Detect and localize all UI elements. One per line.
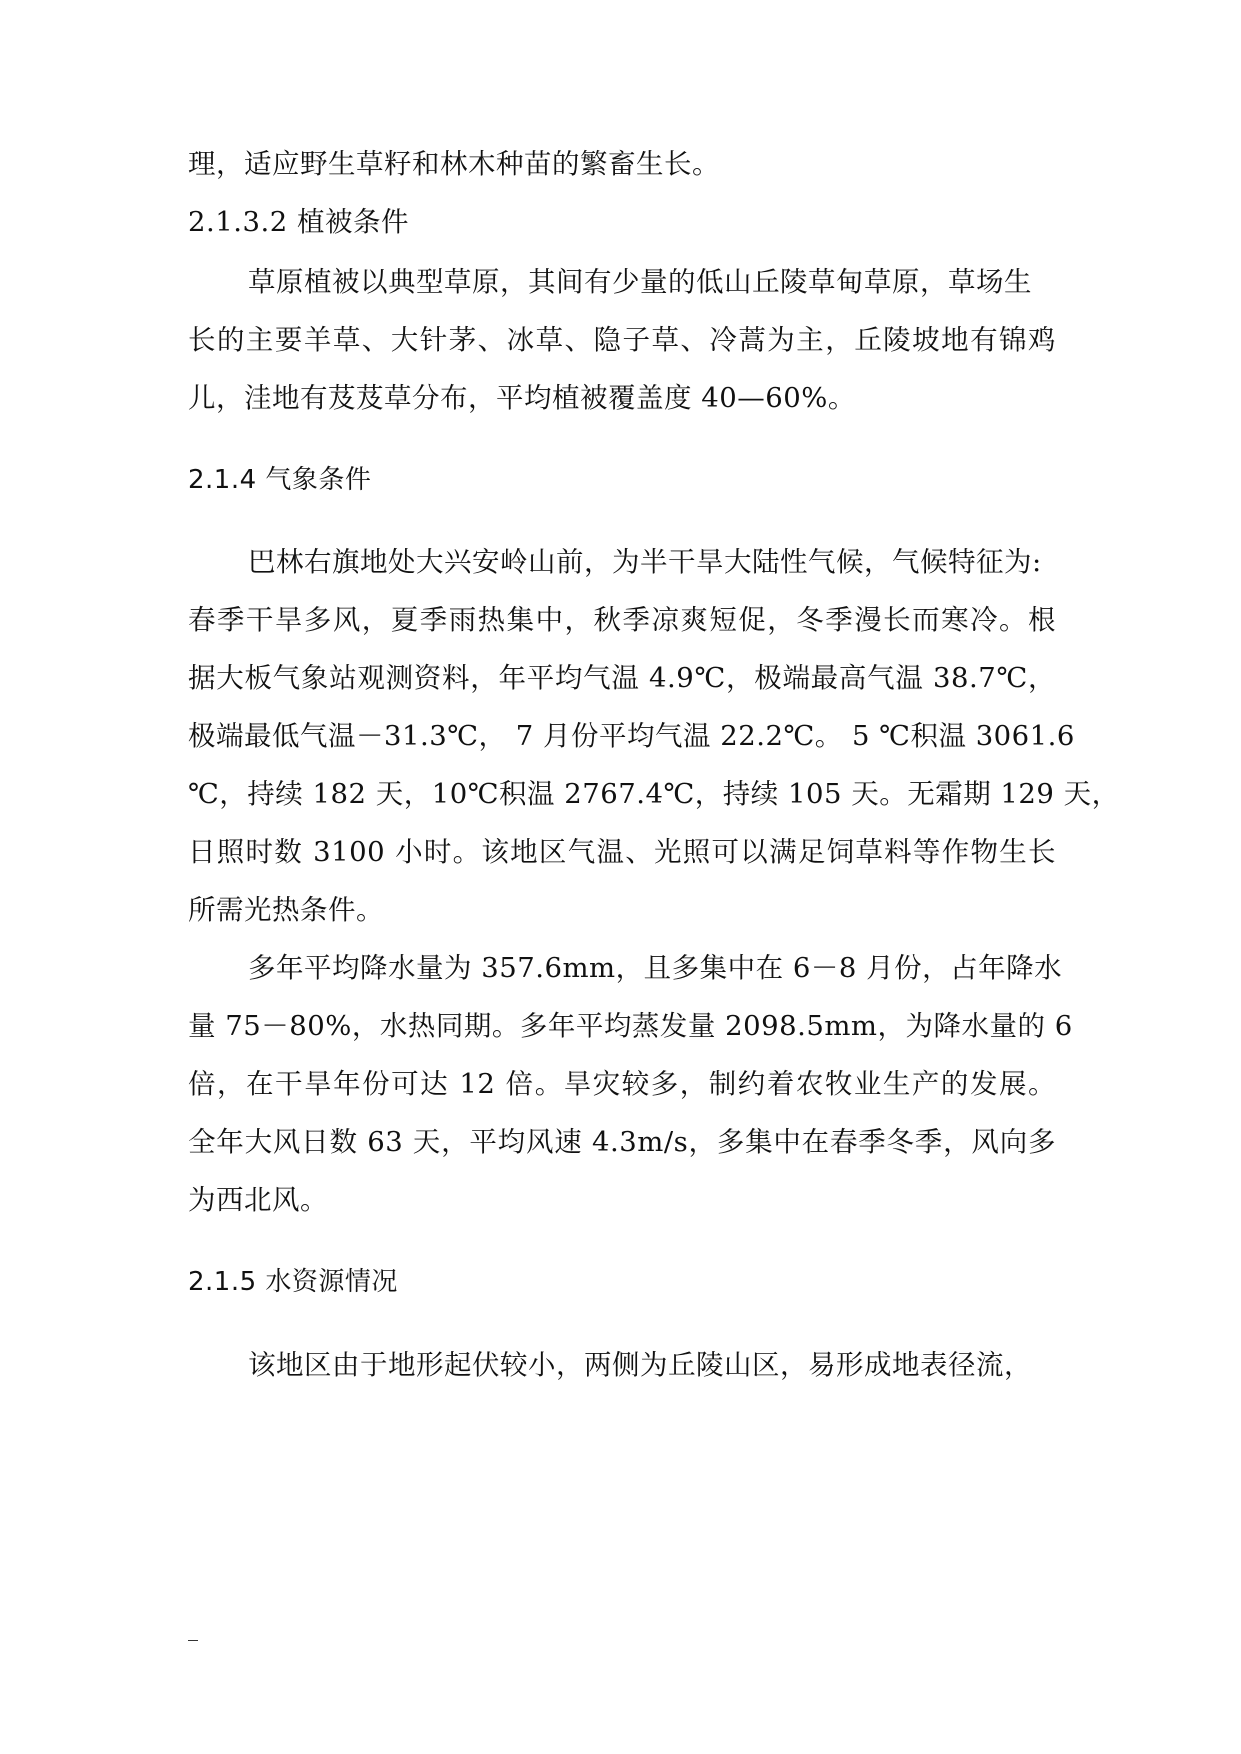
paragraph-line: 多年平均降水量为 357.6mm，且多集中在 6－8 月份，占年降水 (248, 952, 1063, 984)
paragraph-line: 长的主要羊草、大针茅、冰草、隐子草、冷蒿为主，丘陵坡地有锦鸡 (188, 324, 1056, 356)
paragraph-line: 儿，洼地有芨芨草分布，平均植被覆盖度 40—60%。 (188, 382, 856, 414)
paragraph-line: 量 75－80%，水热同期。多年平均蒸发量 2098.5mm，为降水量的 6 (188, 1010, 1073, 1042)
footer-mark (188, 1640, 198, 1641)
paragraph-continuation: 理，适应野生草籽和林木种苗的繁畜生长。 (188, 148, 720, 180)
section-heading-2-1-3-2: 2.1.3.2 植被条件 (188, 206, 409, 238)
paragraph-line: 极端最低气温－31.3℃， 7 月份平均气温 22.2℃。 5 ℃积温 3061.6 (188, 720, 1075, 752)
paragraph-line: 该地区由于地形起伏较小，两侧为丘陵山区，易形成地表径流， (248, 1349, 1032, 1381)
paragraph-line: ℃，持续 182 天，10℃积温 2767.4℃，持续 105 天。无霜期 129 天， (188, 778, 1120, 810)
paragraph-line: 日照时数 3100 小时。该地区气温、光照可以满足饲草料等作物生长 (188, 836, 1056, 868)
paragraph-line: 春季干旱多风，夏季雨热集中，秋季凉爽短促，冬季漫长而寒冷。根 (188, 604, 1056, 636)
paragraph-line: 草原植被以典型草原，其间有少量的低山丘陵草甸草原，草场生 (248, 266, 1032, 298)
paragraph-line: 倍，在干旱年份可达 12 倍。旱灾较多，制约着农牧业生产的发展。 (188, 1068, 1056, 1100)
paragraph-line: 所需光热条件。 (188, 894, 384, 926)
paragraph-line: 巴林右旗地处大兴安岭山前，为半干旱大陆性气候，气候特征为: (248, 546, 1042, 578)
paragraph-line: 全年大风日数 63 天，平均风速 4.3m/s，多集中在春季冬季，风向多 (188, 1126, 1056, 1158)
section-heading-2-1-5: 2.1.5 水资源情况 (188, 1267, 398, 1297)
section-heading-2-1-4: 2.1.4 气象条件 (188, 465, 372, 495)
paragraph-line: 据大板气象站观测资料，年平均气温 4.9℃，极端最高气温 38.7℃， (188, 662, 1056, 694)
paragraph-line: 为西北风。 (188, 1184, 328, 1216)
